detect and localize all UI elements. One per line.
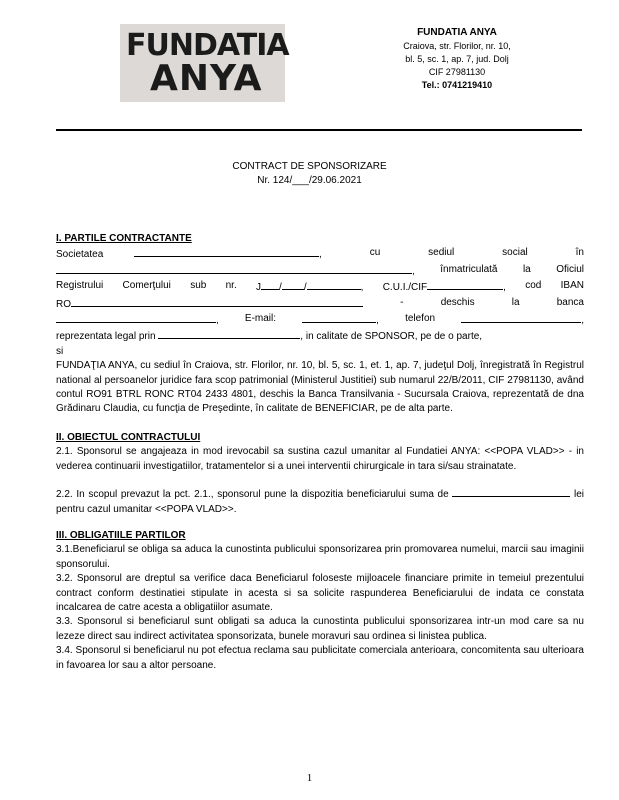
reg-year-blank[interactable] <box>307 279 361 290</box>
page-number: 1 <box>306 772 313 784</box>
bank-blank[interactable] <box>56 312 216 323</box>
clause-3-2: 3.2. Sponsorul are dreptul sa verifice daca Beneficiarul foloseste mijloacele financiare primite in temeiul prezentului contract conform destinatiei stipulate in acesta si sa solicite raspunderea Beneficiarului de indata ce constata incalcarea de catre acesta a obligatiilor asumate. <box>56 573 584 613</box>
text-banca: banca <box>556 296 584 308</box>
email-blank[interactable] <box>302 312 376 323</box>
text-comertului: Comerţului <box>122 280 171 292</box>
text-la: la <box>511 296 520 308</box>
organization-contact-block <box>362 26 552 92</box>
section-3-heading: III. OBLIGATIILE PARTILOR <box>56 529 186 541</box>
clause-2-2-tail: lei pentru cazul umanitar <<POPA VLAD>>. <box>56 489 585 515</box>
text-nr: nr. <box>225 280 237 292</box>
text-reprezentata: reprezentata legal prin <box>56 331 156 343</box>
beneficiary-paragraph: FUNDAŢIA ANYA, cu sediul în Craiova, str. Florilor, nr. 10, bl. 5, sc. 1, et. 1, ap. 7, judeţul Dolj, înregistrată în Registrul national al persoanelor juridice fara scop patrimonial (Ministerul Justitiei) sub numarul 22/B/2011, CIF 27981130, având contul RO91 BTRL RONC RT04 2433 4801, deschis la Banca Transilvania - Sucursala Craiova, reprezentată de dna Grădinaru Claudia, cu funcţia de Preşedinte, în calitate de BENEFICIAR, pe de alta parte. <box>56 360 584 415</box>
phone-blank[interactable] <box>461 312 581 323</box>
contract-number: Nr. 124/___/29.06.2021 <box>257 175 362 186</box>
text-deschis: deschis <box>440 296 475 308</box>
parties-line-2 <box>56 263 584 279</box>
reg-number-blank[interactable] <box>282 279 304 290</box>
clause-2-1: 2.1. Sponsorul se angajeaza in mod irevocabil sa sustina cazul umanitar al Fundatiei ANYA: <<POPA VLAD>> - in vederea continuarii investigatiilor, tratamentelor si a unei interventii chirurgicale in tara si/sau strainatate. <box>56 446 584 472</box>
text-slash: / <box>279 282 282 294</box>
contract-body <box>56 232 584 673</box>
text-slash: / <box>303 282 307 294</box>
parties-line-1 <box>56 246 584 262</box>
text-comma: , <box>581 315 584 327</box>
telephone: Tel.: 0741219410 <box>421 80 493 90</box>
text-j: J <box>256 282 262 294</box>
text-comma: , <box>216 315 219 327</box>
text-telefon: telefon <box>405 313 436 325</box>
text-sediul: sediul <box>428 247 455 259</box>
text-societatea: Societatea <box>56 249 104 261</box>
address-line-1: Craiova, str. Florilor, nr. 10, <box>403 41 511 51</box>
text-cu: cu <box>369 247 381 259</box>
text-ro: RO <box>56 298 71 310</box>
text-comma: , <box>503 282 506 294</box>
text-comma: , <box>376 315 379 327</box>
text-registrului: Registrului <box>56 280 104 292</box>
company-name-blank[interactable] <box>134 246 319 257</box>
text-iban: IBAN <box>560 280 584 292</box>
clause-3-1: 3.1.Beneficiarul se obliga sa aduca la cunostinta publicului sponsorizarea prin promovarea numelui, marcii sau imaginii sponsorului. <box>56 544 584 570</box>
text-si: si <box>56 345 64 357</box>
organization-name: FUNDATIA ANYA <box>417 27 497 38</box>
logo-text-line1: FUNDATIA <box>126 28 289 63</box>
contract-title <box>0 160 619 188</box>
text-la: la <box>522 263 531 275</box>
clause-3-3: 3.3. Sponsorul si beneficiarul sunt obligati sa aduca la cunostinta publicului sponsorizarea intr-un mod care sa nu lezeze direct sau indirect activitatea sponsorizata, bunele moravuri sau ordinea si linistea publica. <box>56 616 584 642</box>
clause-2-2-text: 2.2. In scopul prevazut la pct. 2.1., sponsorul pune la dispozitia beneficiarului suma de <box>56 489 449 501</box>
section-2-heading: II. OBIECTUL CONTRACTULUI <box>56 431 201 443</box>
reg-county-blank[interactable] <box>261 279 279 290</box>
contract-title-line1: CONTRACT DE SPONSORIZARE <box>232 161 387 172</box>
text-cui-cif: C.U.I./CIF <box>382 282 428 294</box>
iban-blank[interactable] <box>71 296 363 307</box>
clause-2-2 <box>56 486 584 517</box>
parties-line-3 <box>56 279 584 295</box>
company-address-blank[interactable] <box>56 263 412 274</box>
text-email: E-mail: <box>244 313 277 325</box>
text-oficiul: Oficiul <box>556 263 584 275</box>
text-comma: , <box>319 249 322 261</box>
amount-blank[interactable] <box>452 486 570 497</box>
header-divider <box>56 129 582 131</box>
text-dash: - <box>400 296 404 308</box>
section-1-heading: I. PARTILE CONTRACTANTE <box>56 233 192 244</box>
fundatia-anya-logo <box>120 24 289 102</box>
cif-number: CIF 27981130 <box>428 67 486 77</box>
clause-3-4: 3.4. Sponsorul si beneficiarul nu pot efectua reclama sau publicitate comerciala anterioara, concomitenta sau ulterioara in favoarea lor sau a altor persoane. <box>56 645 584 671</box>
text-sponsor-role: , in calitate de SPONSOR, pe de o parte, <box>300 331 483 343</box>
logo-text-line2: ANYA <box>150 58 263 99</box>
text-inmatriculata: înmatriculată <box>440 263 498 275</box>
text-cod: cod <box>525 280 542 292</box>
text-comma: , <box>412 265 415 277</box>
text-sub: sub <box>190 280 207 292</box>
cui-blank[interactable] <box>427 279 503 290</box>
parties-line-5 <box>56 312 584 328</box>
address-line-2: bl. 5, sc. 1, ap. 7, jud. Dolj <box>405 54 509 64</box>
text-comma: , <box>360 282 364 294</box>
parties-line-4 <box>56 296 584 312</box>
text-in: în <box>575 247 584 259</box>
representative-blank[interactable] <box>158 328 300 339</box>
legal-representative-line <box>56 328 584 344</box>
text-social: social <box>502 247 528 259</box>
